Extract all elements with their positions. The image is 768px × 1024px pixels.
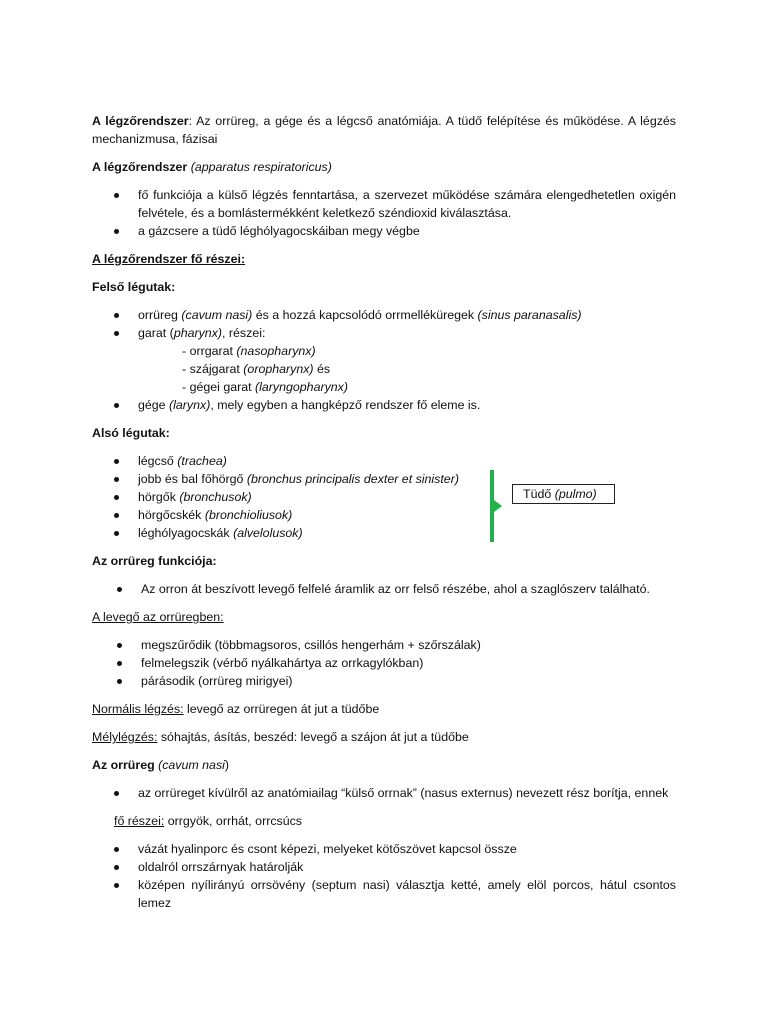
list-item: [92, 654, 676, 672]
main-parts-text: orrgyök, orrhát, orrcsúcs: [164, 814, 302, 828]
lower-airways-heading: Alsó légutak:: [92, 426, 170, 440]
apparatus-italic: (apparatus respiratoricus): [190, 160, 332, 174]
cavum-italic: (cavum nasi: [154, 758, 225, 772]
text: - gégei garat: [182, 380, 256, 394]
list-item-text: középen nyílirányú orrsövény (septum nasi) választja ketté, amely elöl porcos, hátul csontos lemez: [138, 878, 676, 910]
italic-text: (cavum nasi): [181, 308, 253, 322]
text: és: [313, 362, 331, 376]
text: garat (: [138, 326, 174, 340]
title-bold: A légzőrendszer: [92, 114, 189, 128]
cavum-bold: Az orrüreg: [92, 758, 155, 772]
deep-breathing-label: Mélylégzés:: [92, 730, 158, 744]
lung-label-box: [512, 484, 615, 504]
list-item-text: megszűrődik (többmagsoros, csillós hengerhám + szőrszálak): [141, 638, 481, 652]
italic-text: pharynx): [173, 326, 223, 340]
cavum-heading: [92, 756, 676, 774]
pharynx-part: [92, 378, 676, 396]
bullet-icon: [114, 531, 119, 536]
bullet-icon: [114, 513, 119, 518]
list-item: [92, 524, 676, 542]
list-item: [92, 306, 676, 324]
text: hörgők: [138, 490, 180, 504]
bullet-icon: [114, 883, 119, 888]
bullet-icon: [114, 331, 119, 336]
normal-breathing-text: levegő az orrüregen át jut a tüdőbe: [183, 702, 380, 716]
italic-text: (alvelolusok): [233, 526, 303, 540]
main-parts-label: fő részei:: [114, 814, 165, 828]
list-item: [92, 672, 676, 690]
apparatus-bold: A légzőrendszer: [92, 160, 188, 174]
italic-text: (sinus paranasalis): [477, 308, 582, 322]
italic-text: (trachea): [177, 454, 227, 468]
italic-text: (bronchus principalis dexter et sinister): [246, 472, 459, 486]
upper-airways-list-cont: [92, 396, 676, 414]
lung-label-text: Tüdő: [523, 487, 555, 501]
list-item: [92, 784, 676, 802]
list-item: [92, 506, 676, 524]
text: és a hozzá kapcsolódó orrmelléküregek: [252, 308, 478, 322]
pharynx-part: [92, 342, 676, 360]
text: orrüreg: [138, 308, 182, 322]
list-item: [92, 876, 676, 912]
list-item: [92, 580, 676, 598]
bullet-icon: [117, 679, 122, 684]
lung-label-italic: (pulmo): [554, 487, 597, 501]
cavum-tail: ): [224, 758, 230, 772]
list-item-text: oldalról orrszárnyak határolják: [138, 860, 304, 874]
normal-breathing: [92, 700, 676, 718]
main-parts-line: [92, 812, 676, 830]
text: - szájgarat: [182, 362, 244, 376]
list-item: [92, 636, 676, 654]
text: - orrgarat: [182, 344, 237, 358]
apparatus-heading: [92, 158, 676, 176]
nasal-function-heading: Az orrüreg funkciója:: [92, 554, 217, 568]
list-item: [92, 186, 676, 222]
bullet-icon: [114, 193, 119, 198]
nasal-function-list: [92, 580, 676, 598]
text: , részei:: [222, 326, 266, 340]
list-item-text: felmelegszik (vérbő nyálkahártya az orrkagylókban): [141, 656, 424, 670]
list-item: [92, 452, 676, 470]
bullet-icon: [117, 643, 122, 648]
list-item-text: Az orron át beszívott levegő felfelé áramlik az orr felső részébe, ahol a szaglószerv található.: [141, 582, 650, 596]
air-heading: A levegő az orrüregben:: [92, 610, 224, 624]
bullet-icon: [114, 847, 119, 852]
bullet-icon: [114, 791, 119, 796]
bullet-icon: [114, 477, 119, 482]
normal-breathing-label: Normális légzés:: [92, 702, 184, 716]
bullet-icon: [114, 459, 119, 464]
list-item-text: vázát hyalinporc és csont képezi, melyeket kötőszövet kapcsol össze: [138, 842, 517, 856]
text: jobb és bal főhörgő: [138, 472, 247, 486]
list-item: [92, 858, 676, 876]
lower-airways-section: [92, 452, 676, 542]
list-item: [92, 222, 676, 240]
pharynx-part: [92, 360, 676, 378]
bullet-icon: [117, 587, 122, 592]
deep-breathing: [92, 728, 676, 746]
text: léghólyagocskák: [138, 526, 234, 540]
italic-text: (oropharynx): [243, 362, 314, 376]
bullet-icon: [114, 865, 119, 870]
list-item: [92, 396, 676, 414]
upper-airways-heading: Felső légutak:: [92, 280, 176, 294]
structure-list: [92, 840, 676, 912]
cavum-list: [92, 784, 676, 802]
bullet-icon: [114, 229, 119, 234]
list-item-text: a gázcsere a tüdő léghólyagocskáiban megy végbe: [138, 224, 420, 238]
text: hörgőcskék: [138, 508, 205, 522]
italic-text: (bronchioliusok): [204, 508, 293, 522]
deep-breathing-text: sóhajtás, ásítás, beszéd: levegő a szájon át jut a tüdőbe: [157, 730, 469, 744]
air-list: [92, 636, 676, 690]
bullet-icon: [117, 661, 122, 666]
main-parts-heading: A légzőrendszer fő részei:: [92, 252, 246, 266]
bullet-icon: [114, 403, 119, 408]
list-item: [92, 840, 676, 858]
document-page: [92, 112, 676, 912]
italic-text: (bronchusok): [179, 490, 252, 504]
list-item-text: párásodik (orrüreg mirigyei): [141, 674, 293, 688]
text: légcső: [138, 454, 178, 468]
title-rest: : Az orrüreg, a gége és a légcső anatómiája. A tüdő felépítése és működése. A légzés mechanizmusa, fázisai: [92, 114, 676, 146]
italic-text: (nasopharynx): [236, 344, 316, 358]
function-list: [92, 186, 676, 240]
upper-airways-list: [92, 306, 676, 342]
document-title: [92, 112, 676, 148]
lung-bracket-icon: [488, 470, 502, 542]
italic-text: (larynx): [169, 398, 211, 412]
bullet-icon: [114, 495, 119, 500]
text: gége: [138, 398, 170, 412]
bullet-icon: [114, 313, 119, 318]
text: , mely egyben a hangképző rendszer fő eleme is.: [210, 398, 481, 412]
italic-text: (laryngopharynx): [255, 380, 348, 394]
list-item: [92, 324, 676, 342]
list-item-text: fő funkciója a külső légzés fenntartása, a szervezet működése számára elengedhetetlen oxigén felvétele, és a bomlástermékként keletkező széndioxid kiválasztása.: [138, 188, 676, 220]
list-item-text: az orrüreget kívülről az anatómiailag “külső orrnak” (nasus externus) nevezett rész borítja, ennek: [138, 786, 669, 800]
